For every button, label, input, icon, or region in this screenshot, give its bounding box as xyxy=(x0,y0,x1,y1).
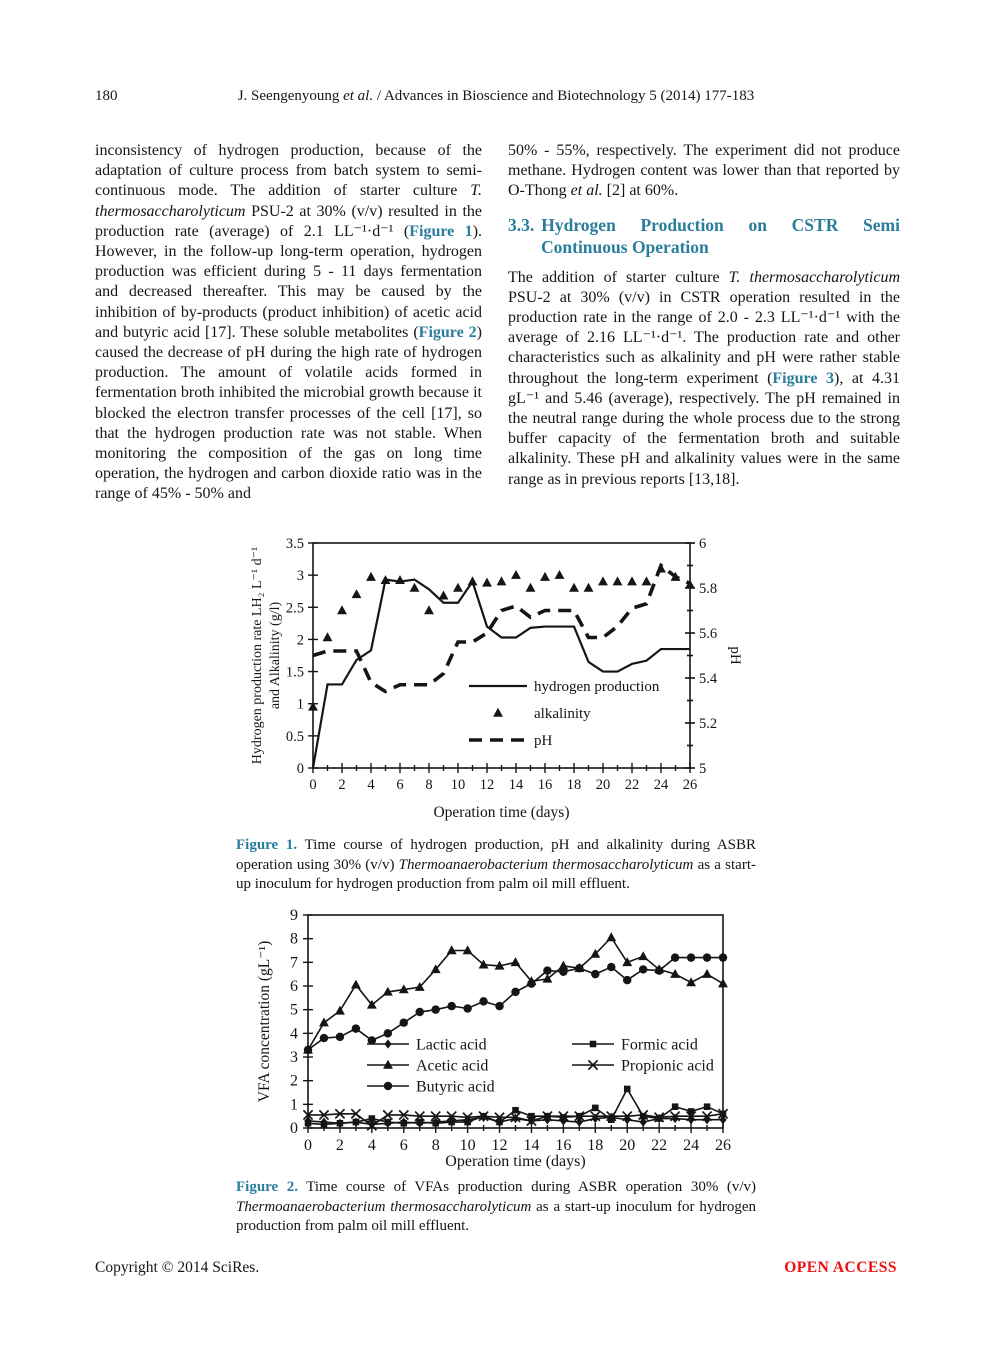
svg-text:6: 6 xyxy=(396,777,404,793)
text-segment: Time course of VFAs production during ASBR operation 30% (v/v) xyxy=(298,1179,756,1195)
figure1-series xyxy=(308,564,695,768)
svg-text:5.4: 5.4 xyxy=(699,671,718,687)
svg-text:4: 4 xyxy=(367,1137,376,1154)
svg-text:26: 26 xyxy=(715,1137,731,1154)
figure2-legend xyxy=(367,1037,714,1096)
svg-text:10: 10 xyxy=(459,1137,476,1154)
text-segment: inconsistency of hydrogen production, because of the adaptation of culture process from batch system to semi-continuous mode. The addition of starter culture xyxy=(95,142,482,200)
svg-text:14: 14 xyxy=(508,777,524,793)
svg-text:4: 4 xyxy=(367,777,375,793)
svg-text:1: 1 xyxy=(296,696,304,713)
svg-text:3: 3 xyxy=(296,568,304,585)
figure-reference-link[interactable]: Figure 1. xyxy=(236,837,298,853)
text-segment: et al. xyxy=(570,182,603,200)
svg-text:3.5: 3.5 xyxy=(285,536,304,552)
svg-text:alkalinity: alkalinity xyxy=(534,706,591,722)
svg-text:5.6: 5.6 xyxy=(699,626,718,642)
text-segment: / Advances in Bioscience and Biotechnology 5 (2014) 177-183 xyxy=(373,88,755,104)
svg-text:and Alkalinity (g/l): and Alkalinity (g/l) xyxy=(268,601,283,710)
svg-text:10: 10 xyxy=(450,777,466,793)
svg-text:12: 12 xyxy=(479,777,495,793)
svg-text:Hydrogen production rate LH₂ L: Hydrogen production rate LH₂ L⁻¹ d⁻¹ xyxy=(250,546,265,765)
svg-text:8: 8 xyxy=(431,1137,440,1154)
text-segment: Time course of hydrogen production, pH and alkalinity during ASBR operation using 30% (v/v) xyxy=(236,837,756,873)
svg-text:2: 2 xyxy=(335,1137,344,1154)
svg-text:0.5: 0.5 xyxy=(285,728,304,745)
page-number: 180 xyxy=(95,88,118,104)
svg-text:8: 8 xyxy=(425,777,433,793)
svg-text:18: 18 xyxy=(587,1137,604,1154)
figure2-chart xyxy=(241,906,751,1172)
svg-text:3: 3 xyxy=(290,1049,298,1066)
svg-text:20: 20 xyxy=(619,1137,636,1154)
svg-text:22: 22 xyxy=(624,777,640,793)
text-segment: ), at 4.31 gL⁻¹ and 5.46 (average), respectively. The pH remained in the neutral range during the whole process due to the strong buffer capacity of the fermentation broth and suitable alkalinity. These pH and alkalinity values were in the same range as in previous reports [13,18]. xyxy=(508,369,900,488)
footer-copyright: Copyright © 2014 SciRes. xyxy=(95,1259,260,1276)
text-segment: et al. xyxy=(343,88,374,104)
figure1-legend xyxy=(469,679,660,749)
svg-text:0: 0 xyxy=(296,761,304,777)
svg-text:16: 16 xyxy=(555,1137,572,1154)
svg-text:1: 1 xyxy=(290,1096,298,1114)
body-paragraph xyxy=(508,141,900,202)
svg-text:20: 20 xyxy=(595,777,611,793)
svg-text:5: 5 xyxy=(290,1001,298,1019)
svg-text:Operation time (days): Operation time (days) xyxy=(433,804,570,821)
svg-text:2: 2 xyxy=(296,632,304,649)
svg-text:5.8: 5.8 xyxy=(699,581,718,597)
text-segment: as a start-up inoculum for hydrogen production from palm oil mill effluent. xyxy=(236,1198,756,1234)
figure1-chart xyxy=(241,536,751,830)
svg-text:2.5: 2.5 xyxy=(285,600,304,617)
svg-text:9: 9 xyxy=(290,907,298,924)
svg-text:0: 0 xyxy=(304,1137,312,1154)
text-segment: Thermoanaerobacterium thermosaccharolyticum xyxy=(398,856,694,873)
figure-reference-link[interactable]: Figure 3 xyxy=(772,369,834,387)
svg-text:5: 5 xyxy=(699,761,707,777)
svg-text:6: 6 xyxy=(290,978,298,995)
text-segment: PSU-2 at 30% (v/v) in CSTR operation resulted in the production rate in the range of 2.0 - 2.3 LL⁻¹·d⁻¹ with the average of 2.16 LL⁻¹·d⁻¹. The production rate and other characteristics such as alkalinity and pH were rather stable throughout the long-term experiment ( xyxy=(508,288,900,387)
figure-reference-link[interactable]: Figure 2. xyxy=(236,1179,298,1195)
svg-text:2: 2 xyxy=(290,1072,298,1090)
svg-text:0: 0 xyxy=(290,1120,298,1137)
svg-text:Formic acid: Formic acid xyxy=(621,1036,698,1054)
text-segment: The addition of starter culture xyxy=(508,268,729,286)
text-segment: PSU-2 at 30% (v/v) resulted in the production rate (average) of 2.1 LL⁻¹·d⁻¹ ( xyxy=(95,202,482,240)
body-paragraph xyxy=(95,141,482,505)
svg-text:16: 16 xyxy=(537,777,553,793)
section-number: 3.3. xyxy=(508,214,535,235)
figure1-caption xyxy=(236,836,756,895)
svg-text:24: 24 xyxy=(653,777,669,793)
svg-text:Operation time (days): Operation time (days) xyxy=(445,1153,586,1170)
text-segment: T. thermosaccharolyticum xyxy=(728,268,900,286)
text-segment: ). However, in the follow-up long-term operation, hydrogen production was efficient during 5 - 11 days fermentation and decreased thereafter. This may be caused by the inhibition of by-products (product inhibition) of acetic acid and butyric acid [17]. These soluble metabolites ( xyxy=(95,222,483,341)
svg-text:VFA concentration (gL⁻¹): VFA concentration (gL⁻¹) xyxy=(256,940,273,1103)
open-access-label[interactable]: OPEN ACCESS xyxy=(784,1259,897,1276)
svg-text:4: 4 xyxy=(290,1025,298,1043)
svg-text:24: 24 xyxy=(683,1137,700,1154)
svg-text:Acetic acid: Acetic acid xyxy=(416,1057,489,1075)
svg-text:8: 8 xyxy=(290,930,298,948)
svg-text:hydrogen production: hydrogen production xyxy=(534,679,660,695)
svg-text:7: 7 xyxy=(290,954,298,972)
svg-text:pH: pH xyxy=(727,646,743,665)
svg-text:pH: pH xyxy=(534,733,553,749)
svg-text:22: 22 xyxy=(651,1137,668,1154)
svg-text:Lactic acid: Lactic acid xyxy=(416,1036,487,1054)
section-heading xyxy=(508,214,900,258)
svg-text:6: 6 xyxy=(699,536,707,552)
text-segment: J. Seengenyoung xyxy=(237,88,344,104)
svg-text:Butyric acid: Butyric acid xyxy=(416,1078,495,1096)
figure-reference-link[interactable]: Figure 2 xyxy=(418,323,477,341)
text-segment: ) caused the decrease of pH during the high rate of hydrogen production. The amount of volatile acids formed in fermentation broth inhibited the microbial growth because it blocked the electron transfer processes of the cell [17], so that the hydrogen production rate was not stable. When monitoring the composition of the gas on long time operation, the hydrogen and carbon dioxide ratio was in the range of 45% - 50% and xyxy=(95,323,482,503)
running-head-citation xyxy=(0,88,992,105)
svg-text:6: 6 xyxy=(399,1137,408,1154)
svg-text:14: 14 xyxy=(523,1137,540,1154)
body-paragraph xyxy=(508,268,900,490)
svg-text:5.2: 5.2 xyxy=(699,716,718,732)
left-column xyxy=(95,141,482,505)
figure-reference-link[interactable]: Figure 1 xyxy=(409,222,473,240)
text-segment: as a start-up inoculum for hydrogen production from palm oil mill effluent. xyxy=(236,856,756,892)
figure2-series xyxy=(303,932,728,1130)
figure1-axes xyxy=(250,536,743,821)
svg-text:0: 0 xyxy=(309,777,317,793)
svg-text:18: 18 xyxy=(566,777,582,793)
svg-text:1.5: 1.5 xyxy=(285,664,304,681)
figure2-caption xyxy=(236,1178,756,1237)
right-column xyxy=(508,141,900,490)
text-segment: T. thermosaccharolyticum xyxy=(95,182,482,220)
svg-text:2: 2 xyxy=(338,777,346,793)
svg-text:12: 12 xyxy=(491,1137,508,1154)
text-segment: [2] at 60%. xyxy=(602,182,679,200)
svg-text:26: 26 xyxy=(682,777,698,793)
section-title: Hydrogen Production on CSTR Semi Continuous Operation xyxy=(541,214,900,257)
text-segment: 50% - 55%, respectively. The experiment did not produce methane. Hydrogen content was lower than that reported by O-Thong xyxy=(508,142,900,200)
text-segment: Thermoanaerobacterium thermosaccharolyticum xyxy=(236,1198,532,1215)
svg-text:Propionic acid: Propionic acid xyxy=(621,1057,714,1075)
